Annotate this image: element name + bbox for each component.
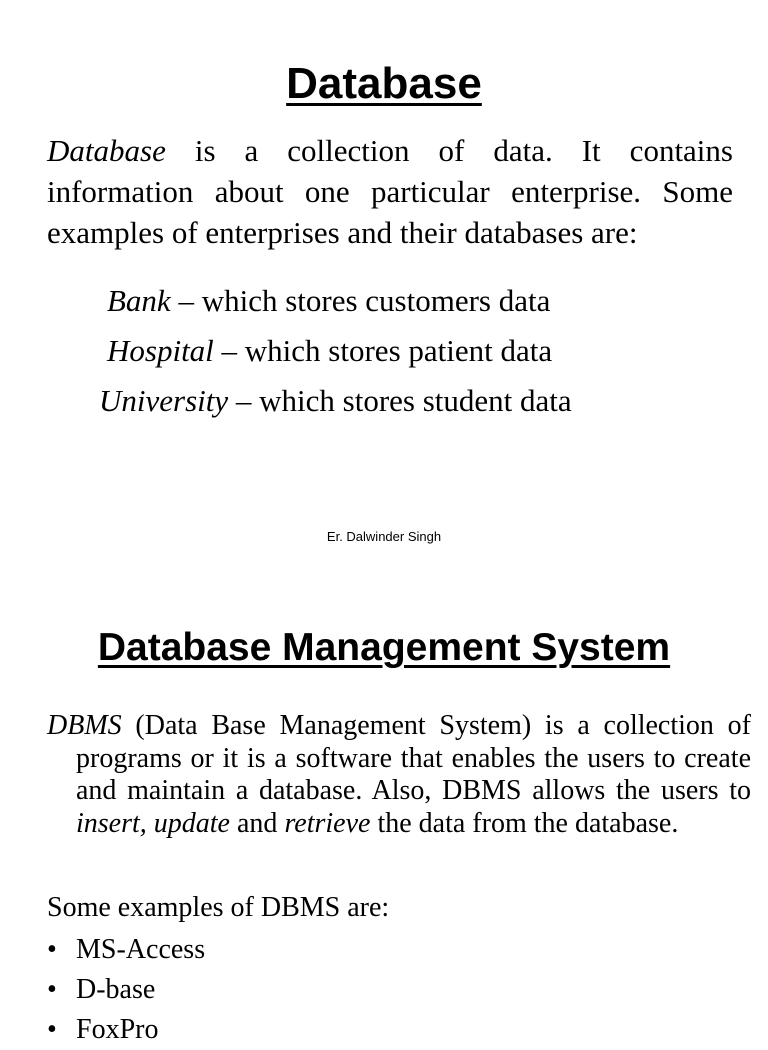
list-item-label: MS-Access [76,934,206,965]
list-item [47,1010,205,1050]
list-item-label: FoxPro [76,1014,159,1045]
list-item [0,376,768,426]
definition-text: is a collection of data. It contains information about one particular enterprise. Some examples of enterprises and their databases are: [47,133,733,250]
enterprise-examples-list [0,276,768,426]
term-retrieve: retrieve [284,807,371,839]
list-item [47,930,205,970]
slide-title: Database [286,59,482,108]
term-dbms: DBMS [47,710,122,741]
examples-heading: Some examples of DBMS are: [47,892,390,923]
example-desc: – which stores patient data [213,333,553,368]
bullet-icon: • [47,974,57,1005]
dbms-examples-list [47,930,205,1050]
slide-title: Database Management System [97,626,671,669]
term-database: Database [47,133,166,168]
example-desc: – which stores student data [228,383,572,418]
example-desc: – which stores customers data [170,283,551,318]
definition-paragraph [47,130,733,253]
term-insert-update: insert, update [76,807,230,839]
example-name: Hospital [107,333,214,368]
bullet-icon: • [47,934,57,965]
list-item [47,970,205,1010]
slide-dbms [0,590,768,1045]
slide-footer-author: Er. Dalwinder Singh [326,529,442,544]
definition-text-and: and [230,807,285,839]
list-item [0,276,768,326]
bullet-icon: • [47,1014,57,1045]
definition-text-part2: the data from the database. [370,807,679,839]
list-item-label: D-base [76,974,156,1005]
example-name: University [99,383,229,418]
dbms-definition-paragraph [47,710,751,840]
definition-text-part1: (Data Base Management System) is a collection of programs or it is a software that enables the users to create and maintain a database. Also, DBMS allows the users to [76,710,751,806]
example-name: Bank [107,283,171,318]
list-item [0,326,768,376]
